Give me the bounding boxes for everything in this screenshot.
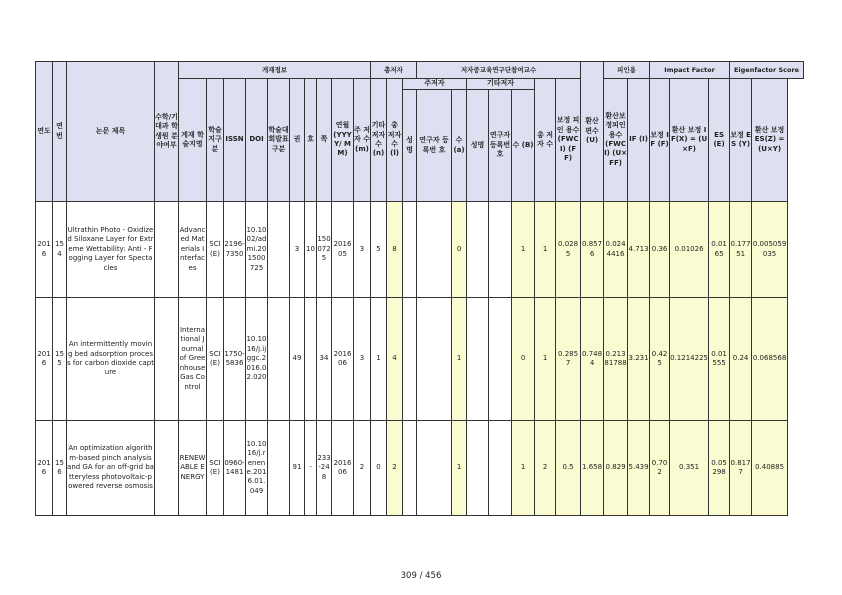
cell-main-count: 0 <box>452 202 467 298</box>
cell-if-converted: 0.1214225 <box>670 298 709 421</box>
cell-student-author <box>155 298 179 421</box>
cell-type: SCI(E) <box>207 202 224 298</box>
header-serial: 연번 <box>53 62 67 202</box>
cell-doi: 10.1016/j.ijggc.2016.02.020 <box>246 298 268 421</box>
header-paper-title: 논문 제목 <box>67 62 155 202</box>
header-main-count: 수 (a) <box>452 90 467 202</box>
header-if-converted: 환산 보정 IF(X) = (U×F) <box>670 79 709 202</box>
cell-converted-count: 0.2857 <box>556 298 581 421</box>
cell-page: 34 <box>317 298 332 421</box>
cell-main-count: 1 <box>452 298 467 421</box>
header-other-authors: 기타 저자 수 (n) <box>371 79 387 202</box>
cell-main-researcher-id <box>417 421 452 516</box>
cell-if-converted: 0.351 <box>670 421 709 516</box>
header-faculty-authors: 총 저자 수 <box>535 79 556 202</box>
cell-total-authors: 4 <box>387 298 403 421</box>
header-es-converted: 환산 보정 ES(Z) =(U×Y) <box>752 79 788 202</box>
cell-if-corrected: 0.36 <box>650 202 670 298</box>
cell-type: SCI(E) <box>207 298 224 421</box>
cell-main-name <box>403 298 417 421</box>
cell-es-corrected: 0.17751 <box>730 202 752 298</box>
header-other-researcher-id: 연구자 등록번 호 <box>489 90 512 202</box>
header-other-author-group: 기타저자 <box>467 79 535 90</box>
cell-year: 2016 <box>36 298 53 421</box>
header-citation: 피인용 <box>604 62 650 79</box>
cell-other-researcher-id <box>489 421 512 516</box>
cell-date: 201606 <box>332 421 354 516</box>
cell-main-researcher-id <box>417 202 452 298</box>
header-fwci-converted: 환산보 정피인 용수 (FWCI) (U×FF) <box>604 79 628 202</box>
cell-student-author <box>155 202 179 298</box>
cell-es-corrected: 0.24 <box>730 298 752 421</box>
cell-converted-count: 0.5 <box>556 421 581 516</box>
cell-es-converted: 0.068568 <box>752 298 788 421</box>
cell-faculty-authors: 1 <box>535 202 556 298</box>
header-pub-date: 연월 (YYYY/ MM) <box>332 79 354 202</box>
header-publication-info: 게재정보 <box>179 62 371 79</box>
cell-date: 201605 <box>332 202 354 298</box>
publication-table <box>35 61 804 516</box>
cell-main-authors: 2 <box>354 421 371 516</box>
cell-page: 233-248 <box>317 421 332 516</box>
cell-journal: RENEWABLE ENERGY <box>179 421 207 516</box>
cell-year: 2016 <box>36 202 53 298</box>
page-number: 309 / 456 <box>400 571 442 581</box>
cell-total-authors: 8 <box>387 202 403 298</box>
header-main-authors: 주 저자 수 (m) <box>354 79 371 202</box>
header-main-author-group: 주저자 <box>403 79 467 90</box>
cell-date: 201606 <box>332 298 354 421</box>
cell-volume: 49 <box>290 298 305 421</box>
cell-serial: 154 <box>53 202 67 298</box>
header-main-researcher-id: 연구자 등록번 호 <box>417 90 452 202</box>
cell-faculty-authors: 2 <box>535 421 556 516</box>
cell-other-count: 1 <box>512 421 535 516</box>
cell-main-count: 1 <box>452 421 467 516</box>
cell-serial: 155 <box>53 298 67 421</box>
cell-title: An intermittently moving bed adsorption process for carbon dioxide capture <box>67 298 155 421</box>
cell-es: 0.0165 <box>709 202 730 298</box>
cell-main-authors: 3 <box>354 298 371 421</box>
header-journal-class: 학술대 회발표 구분 <box>268 79 290 202</box>
cell-if-converted: 0.01026 <box>670 202 709 298</box>
cell-fwci: 0.7484 <box>581 298 604 421</box>
cell-journal: International Journal of Greenhouse Gas Control <box>179 298 207 421</box>
cell-if-corrected: 0.702 <box>650 421 670 516</box>
cell-converted-count: 0.0285 <box>556 202 581 298</box>
header-author-count: 총저자 <box>371 62 417 79</box>
table-row <box>36 298 804 421</box>
cell-issue: - <box>305 421 317 516</box>
cell-issn: 0960-1481 <box>224 421 246 516</box>
cell-fwci: 0.8576 <box>581 202 604 298</box>
cell-es-converted: 0.005059035 <box>752 202 788 298</box>
cell-es: 0.05298 <box>709 421 730 516</box>
header-fwci: 보정 피인 용수 (FWC I) (FF) <box>556 79 581 202</box>
cell-other-authors: 0 <box>371 421 387 516</box>
cell-issn: 2196-7350 <box>224 202 246 298</box>
header-page: 쪽 <box>317 79 332 202</box>
header-if: IF (I) <box>628 79 650 202</box>
header-total-authors: 총 저자 수 (l) <box>387 79 403 202</box>
header-journal-name: 게재 학술지명 <box>179 79 207 202</box>
cell-issn: 1750-5836 <box>224 298 246 421</box>
header-student-author: 수학/기대과 학생원 분야여부 <box>155 62 179 202</box>
cell-other-authors: 1 <box>371 298 387 421</box>
cell-fwci-converted: 0.0244416 <box>604 202 628 298</box>
cell-volume: 3 <box>290 202 305 298</box>
cell-year: 2016 <box>36 421 53 516</box>
header-doi: DOI <box>246 79 268 202</box>
cell-total-authors: 2 <box>387 421 403 516</box>
cell-if-corrected: 0.425 <box>650 298 670 421</box>
cell-journal-class <box>268 298 290 421</box>
cell-title: An optimization algorithm-based pinch analysis and GA for an off-grid batteryless photovoltaic-powered reverse osmosis <box>67 421 155 516</box>
cell-other-name <box>467 421 489 516</box>
cell-other-name <box>467 298 489 421</box>
cell-if: 4.713 <box>628 202 650 298</box>
header-main-name: 성명 <box>403 90 417 202</box>
header-eigenfactor: Eigenfactor Score <box>730 62 804 79</box>
cell-if: 3.231 <box>628 298 650 421</box>
cell-fwci: 1.658 <box>581 421 604 516</box>
cell-other-count: 0 <box>512 298 535 421</box>
cell-doi: 10.1016/j.renene.2016.01.049 <box>246 421 268 516</box>
cell-journal: Advanced Materials Interfaces <box>179 202 207 298</box>
header-es: ES (E) <box>709 79 730 202</box>
cell-es: 0.01555 <box>709 298 730 421</box>
cell-fwci-converted: 0.21381788 <box>604 298 628 421</box>
cell-es-corrected: 0.8177 <box>730 421 752 516</box>
header-other-name: 성명 <box>467 90 489 202</box>
cell-issue: 10 <box>305 202 317 298</box>
header-other-count: 수 (B) <box>512 90 535 202</box>
header-year: 연도 <box>36 62 53 202</box>
cell-issue <box>305 298 317 421</box>
cell-volume: 91 <box>290 421 305 516</box>
cell-main-researcher-id <box>417 298 452 421</box>
cell-main-name <box>403 421 417 516</box>
cell-student-author <box>155 421 179 516</box>
cell-other-count: 1 <box>512 202 535 298</box>
header-journal-type: 학술 지구분 <box>207 79 224 202</box>
cell-other-researcher-id <box>489 202 512 298</box>
header-impact-factor: Impact Factor <box>650 62 730 79</box>
header-converted-count: 환산 편수 (U) <box>581 62 604 202</box>
header-volume: 권 <box>290 79 305 202</box>
cell-doi: 10.1002/admi.201500725 <box>246 202 268 298</box>
cell-journal-class <box>268 421 290 516</box>
cell-other-researcher-id <box>489 298 512 421</box>
table-row <box>36 421 804 516</box>
cell-page: 1500725 <box>317 202 332 298</box>
header-participating-faculty: 저자중교육연구단참여교수 <box>417 62 581 79</box>
cell-main-authors: 3 <box>354 202 371 298</box>
cell-title: Ultrathin Photo - Oxidized Siloxane Layer for Extreme Wettability: Anti - Fogging Layer for Spectacles <box>67 202 155 298</box>
cell-other-authors: 5 <box>371 202 387 298</box>
cell-fwci-converted: 0.829 <box>604 421 628 516</box>
cell-journal-class <box>268 202 290 298</box>
header-issn: ISSN <box>224 79 246 202</box>
cell-faculty-authors: 1 <box>535 298 556 421</box>
cell-if: 5.439 <box>628 421 650 516</box>
header-es-corrected: 보정 ES (Y) <box>730 79 752 202</box>
header-if-corrected: 보정 IF (F) <box>650 79 670 202</box>
header-issue: 호 <box>305 79 317 202</box>
cell-main-name <box>403 202 417 298</box>
table-row <box>36 202 804 298</box>
cell-serial: 156 <box>53 421 67 516</box>
cell-other-name <box>467 202 489 298</box>
cell-type: SCI(E) <box>207 421 224 516</box>
cell-es-converted: 0.40885 <box>752 421 788 516</box>
